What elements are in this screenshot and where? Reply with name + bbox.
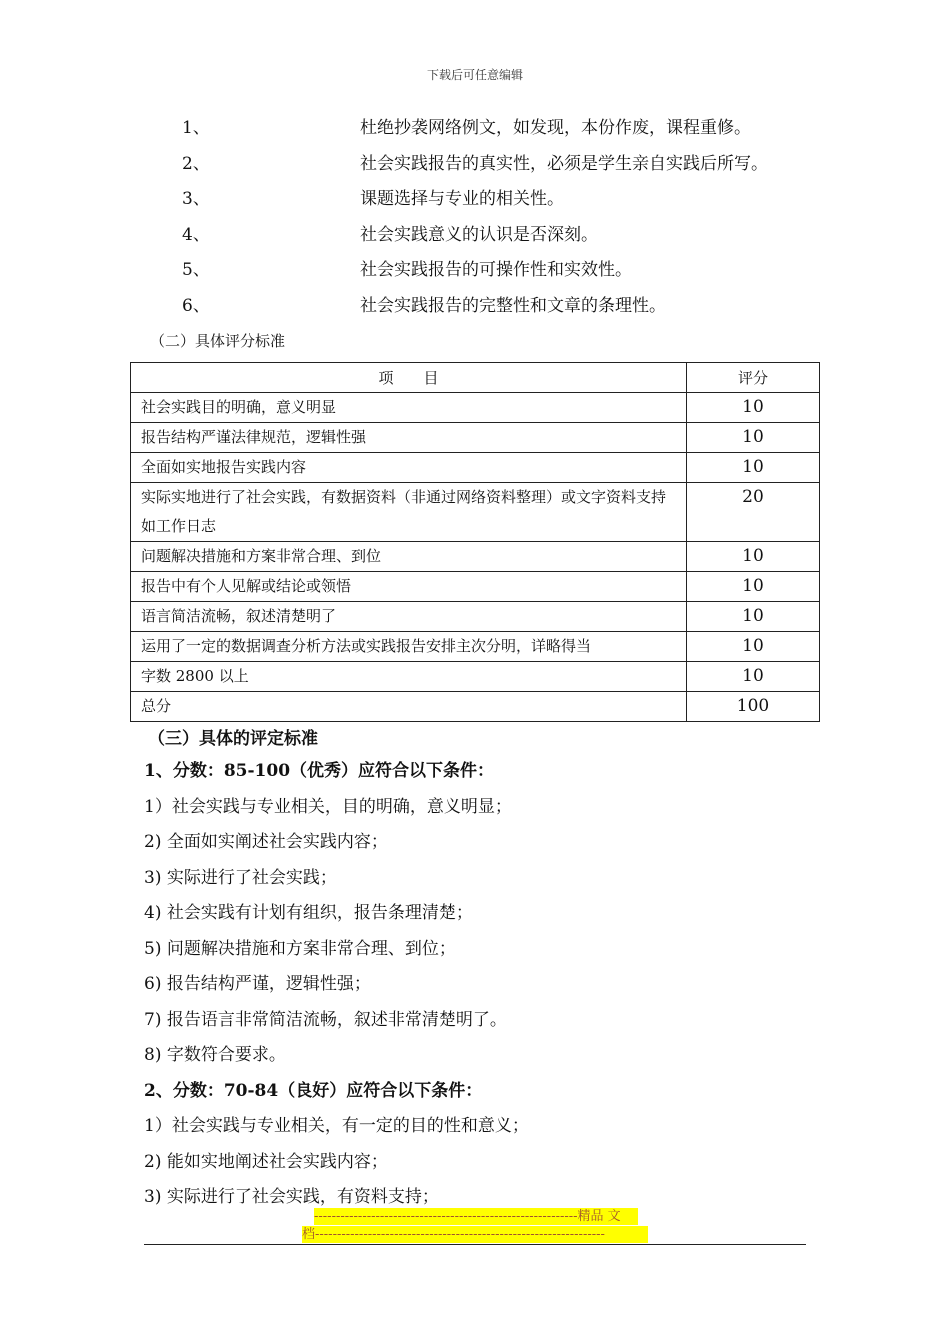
condition-line: 1）社会实践与专业相关，目的明确，意义明显； <box>144 796 512 817</box>
footer-line-2: 档------------------------------------------------------------------ <box>302 1226 648 1243</box>
table-row <box>131 453 820 483</box>
criteria-number: 3、 <box>182 189 210 210</box>
criteria-detail <box>144 754 844 1216</box>
table-cell-item: 报告中有个人见解或结论或领悟 <box>131 572 687 602</box>
table-cell-item: 总分 <box>131 692 687 722</box>
grade-heading: 1、分数：85-100（优秀）应符合以下条件： <box>144 761 495 781</box>
table-cell-score: 10 <box>687 572 820 602</box>
criteria-number: 1、 <box>182 118 210 138</box>
criteria-number: 6、 <box>182 295 210 316</box>
condition-line: 3) 实际进行了社会实践，有资料支持； <box>144 1187 439 1207</box>
criteria-text: 课题选择与专业的相关性。 <box>360 189 564 210</box>
table-row <box>131 602 820 632</box>
condition-line: 5) 问题解决措施和方案非常合理、到位； <box>144 938 456 959</box>
condition-line: 3) 实际进行了社会实践； <box>144 867 337 888</box>
condition-line: 1）社会实践与专业相关，有一定的目的性和意义； <box>144 1116 529 1136</box>
criteria-item <box>182 221 842 257</box>
criteria-text: 社会实践报告的真实性，必须是学生亲自实践后所写。 <box>360 153 768 174</box>
criteria-text: 社会实践意义的认识是否深刻。 <box>360 224 598 245</box>
table-row <box>131 572 820 602</box>
condition-line: 2) 能如实地阐述社会实践内容； <box>144 1151 388 1172</box>
table-row <box>131 692 820 722</box>
scoring-table <box>130 362 820 722</box>
table-cell-score: 10 <box>687 453 820 483</box>
criteria-number: 4、 <box>182 224 210 245</box>
condition-line: 8) 字数符合要求。 <box>144 1045 286 1065</box>
criteria-text: 社会实践报告的可操作性和实效性。 <box>360 260 632 281</box>
table-header-row <box>131 363 820 393</box>
condition-line: 4) 社会实践有计划有组织，报告条理清楚； <box>144 903 473 923</box>
table-cell-item: 实际实地进行了社会实践，有数据资料（非通过网络资料整理）或文字资料支持如工作日志 <box>131 483 687 542</box>
grade-heading: 2、分数：70-84（良好）应符合以下条件： <box>144 1080 483 1101</box>
table-cell-score: 20 <box>687 483 820 542</box>
criteria-list <box>182 114 842 328</box>
table-cell-item: 报告结构严谨法律规范，逻辑性强 <box>131 423 687 453</box>
criteria-number: 5、 <box>182 260 210 281</box>
table-row <box>131 483 820 542</box>
table-row <box>131 632 820 662</box>
table-cell-score: 10 <box>687 602 820 632</box>
criteria-item <box>182 292 842 328</box>
table-cell-item: 社会实践目的明确，意义明显 <box>131 393 687 423</box>
page-header: 下载后可任意编辑 <box>426 68 523 82</box>
table-cell-item: 问题解决措施和方案非常合理、到位 <box>131 542 687 572</box>
table-cell-item: 全面如实地报告实践内容 <box>131 453 687 483</box>
table-cell-score: 10 <box>687 423 820 453</box>
table-header-score: 评分 <box>687 363 820 393</box>
table-row <box>131 662 820 692</box>
condition-line: 7) 报告语言非常简洁流畅，叙述非常清楚明了。 <box>144 1009 507 1030</box>
table-cell-item: 字数 2800 以上 <box>131 662 687 692</box>
table-cell-score: 10 <box>687 542 820 572</box>
table-row <box>131 542 820 572</box>
table-cell-score: 10 <box>687 632 820 662</box>
criteria-text: 社会实践报告的完整性和文章的条理性。 <box>360 295 666 316</box>
criteria-text: 杜绝抄袭网络例文，如发现，本份作废，课程重修。 <box>360 118 751 138</box>
condition-line: 2) 全面如实阐述社会实践内容； <box>144 832 388 852</box>
table-cell-score: 10 <box>687 393 820 423</box>
table-cell-item: 语言简洁流畅，叙述清楚明了 <box>131 602 687 632</box>
criteria-item <box>182 150 842 186</box>
table-row <box>131 423 820 453</box>
criteria-item <box>182 185 842 221</box>
footer-rule <box>144 1244 806 1245</box>
table-cell-score: 10 <box>687 662 820 692</box>
condition-line: 6) 报告结构严谨，逻辑性强； <box>144 974 371 994</box>
table-row <box>131 393 820 423</box>
section2-title: （二）具体评分标准 <box>150 332 286 350</box>
table-cell-item: 运用了一定的数据调查分析方法或实践报告安排主次分明，详略得当 <box>131 632 687 662</box>
footer-line-1: ------------------------------------------------------------精品 文 <box>314 1208 638 1225</box>
table-cell-score: 100 <box>687 692 820 722</box>
table-header-item: 项 目 <box>131 363 687 393</box>
criteria-number: 2、 <box>182 153 210 174</box>
criteria-item <box>182 256 842 292</box>
section3-title: （三）具体的评定标准 <box>148 729 318 749</box>
criteria-item <box>182 114 842 150</box>
